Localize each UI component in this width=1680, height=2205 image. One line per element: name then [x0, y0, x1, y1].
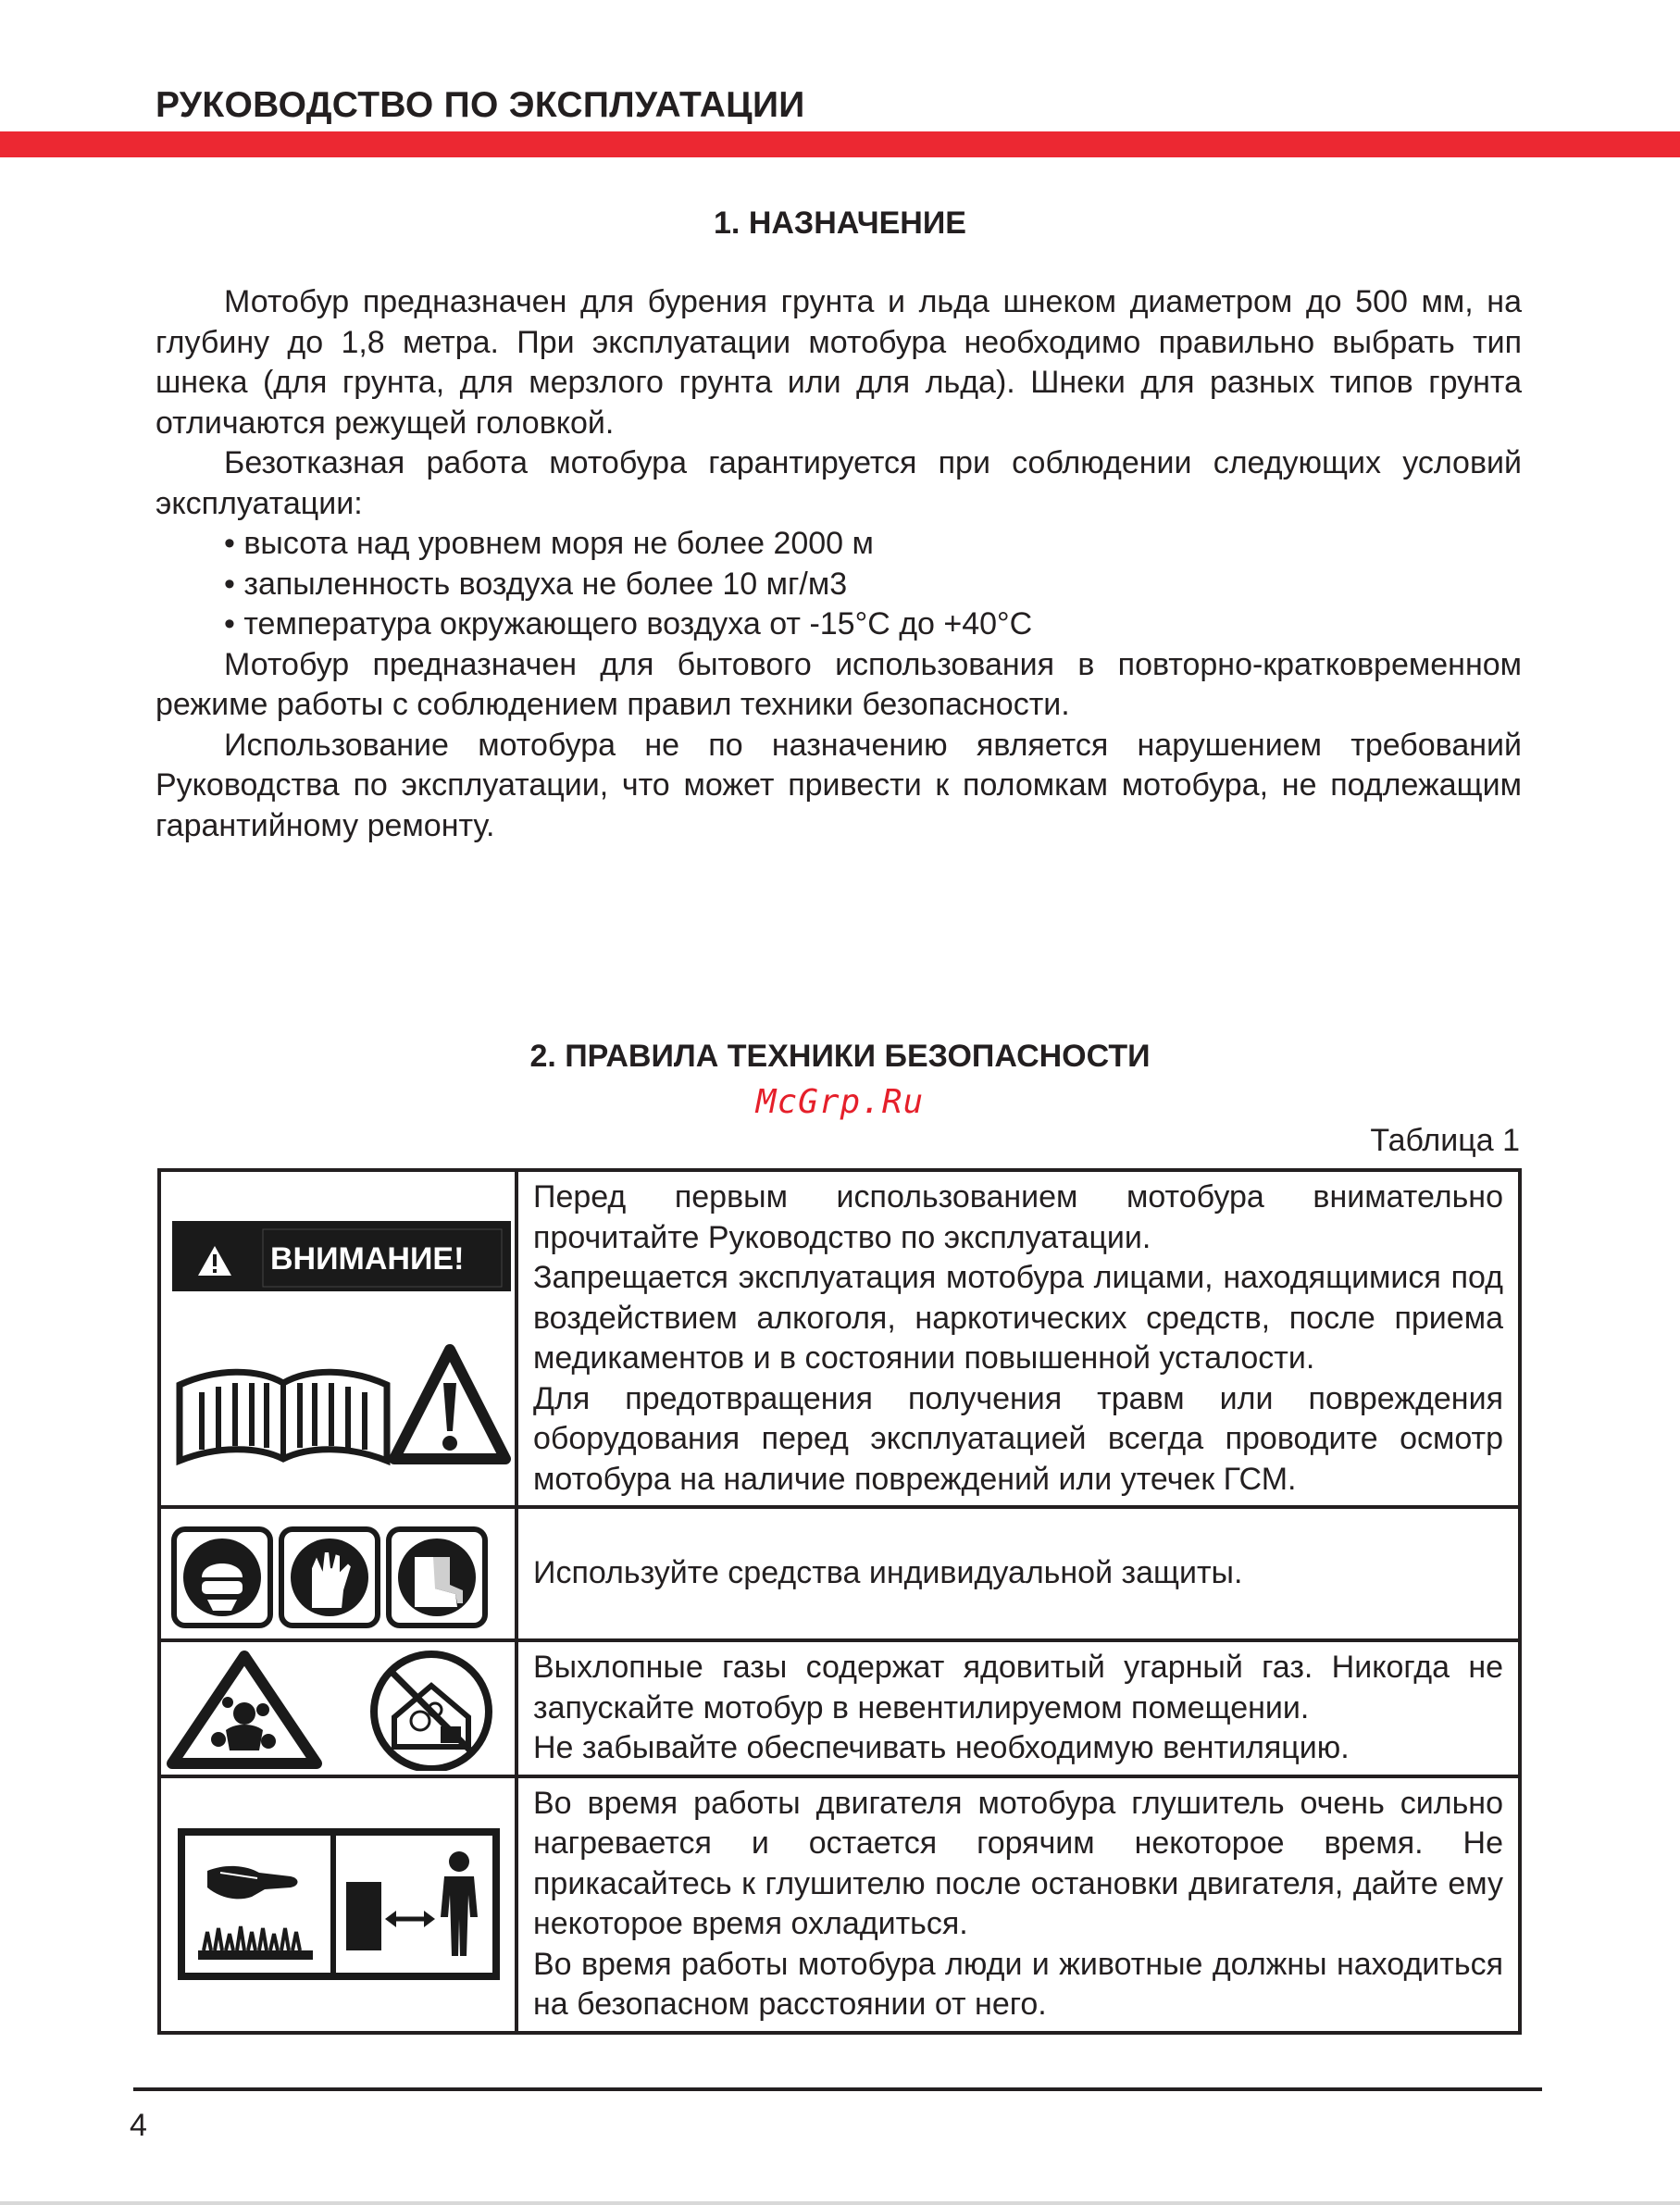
- section1-paragraph: Безотказная работа мотобура гарантируется при соблюдении следующих условий эксплуатации:: [156, 445, 1522, 521]
- helmet-protection-icon: [174, 1529, 270, 1626]
- table-caption: Таблица 1: [1370, 1123, 1520, 1158]
- bullet-item: • высота над уровнем моря не более 2000 м: [224, 526, 874, 561]
- bullet-item: • температура окружающего воздуха от -15°С до +40°С: [224, 606, 1033, 642]
- table-row: [159, 1507, 1520, 1640]
- watermark-text: McGrp.Ru: [755, 1083, 925, 1121]
- section2-heading: 2. ПРАВИЛА ТЕХНИКИ БЕЗОПАСНОСТИ: [529, 1039, 1151, 1074]
- instruction-text: Во время работы двигателя мотобура глушитель очень сильно нагревается и остается горячим некоторое время. Не прикасайтесь к глушителю после остановки двигателя, дайте ему некоторое время охладиться.: [533, 1785, 1503, 1941]
- icons-cell: [159, 1640, 516, 1776]
- attention-label: ВНИМАНИЕ!: [270, 1241, 465, 1277]
- gloves-protection-icon: [281, 1529, 378, 1626]
- section1-paragraph: Использование мотобура не по назначению является нарушением требований Руководства по эксплуатации, что может привести к поломкам мотобура, не подлежащим гарантийному ремонту.: [156, 727, 1522, 843]
- no-indoor-use-icon: [374, 1654, 489, 1769]
- boots-protection-icon: [389, 1529, 485, 1626]
- warning-label-icon: [172, 1221, 511, 1291]
- header-accent-bar: [0, 131, 1680, 157]
- section1-body: [156, 282, 1522, 846]
- icons-cell: [159, 1776, 516, 2033]
- footer-divider: [133, 2087, 1542, 2091]
- instruction-text: Перед первым использованием мотобура внимательно прочитайте Руководство по эксплуатации.: [533, 1179, 1503, 1255]
- instruction-text: Не забывайте обеспечивать необходимую вентиляцию.: [533, 1730, 1350, 1765]
- section1-paragraph: Мотобур предназначен для бытового использования в повторно-кратковременном режиме работы с соблюдением правил техники безопасности.: [156, 646, 1522, 722]
- toxic-gas-warning-icon: [172, 1656, 317, 1763]
- instruction-text: Для предотвращения получения травм или повреждения оборудования перед эксплуатацией всегда проводите осмотр мотобура на наличие повреждений или утечек ГСМ.: [533, 1380, 1503, 1497]
- icons-cell: [159, 1507, 516, 1640]
- read-manual-book-icon: [180, 1372, 387, 1461]
- instruction-text: Во время работы мотобура люди и животные должны находиться на безопасном расстоянии от него.: [533, 1946, 1503, 2022]
- page-number: 4: [130, 2108, 147, 2143]
- table-row: [159, 1170, 1520, 1507]
- warning-triangle-icon: [394, 1350, 505, 1459]
- bullet-item: • запыленность воздуха не более 10 мг/м3: [224, 566, 848, 602]
- header-title: РУКОВОДСТВО ПО ЭКСПЛУАТАЦИИ: [156, 85, 805, 125]
- instruction-text: Выхлопные газы содержат ядовитый угарный газ. Никогда не запускайте мотобур в невентилируемом помещении.: [533, 1650, 1503, 1725]
- page-bottom-edge: [0, 2201, 1680, 2205]
- table-row: [159, 1640, 1520, 1776]
- instruction-cell: [516, 1507, 1520, 1640]
- safety-table: [157, 1168, 1522, 2035]
- instruction-text: Используйте средства индивидуальной защиты.: [533, 1555, 1243, 1591]
- instruction-text: Запрещается эксплуатация мотобура лицами, находящимися под воздействием алкоголя, наркотических средств, после приема медикаментов и в состоянии повышенной усталости.: [533, 1260, 1503, 1376]
- section1-heading: 1. НАЗНАЧЕНИЕ: [714, 206, 966, 241]
- instruction-cell: [516, 1170, 1520, 1507]
- instruction-cell: [516, 1776, 1520, 2033]
- section1-paragraph: Мотобур предназначен для бурения грунта и льда шнеком диаметром до 500 мм, на глубину до 1,8 метра. При эксплуатации мотобура необходимо правильно выбрать тип шнека (для грунта, для мерзлого грунта или для льда). Шнеки для разных типов грунта отличаются режущей головкой.: [156, 284, 1522, 441]
- instruction-cell: [516, 1640, 1520, 1776]
- icons-cell: [159, 1170, 516, 1507]
- table-row: [159, 1776, 1520, 2033]
